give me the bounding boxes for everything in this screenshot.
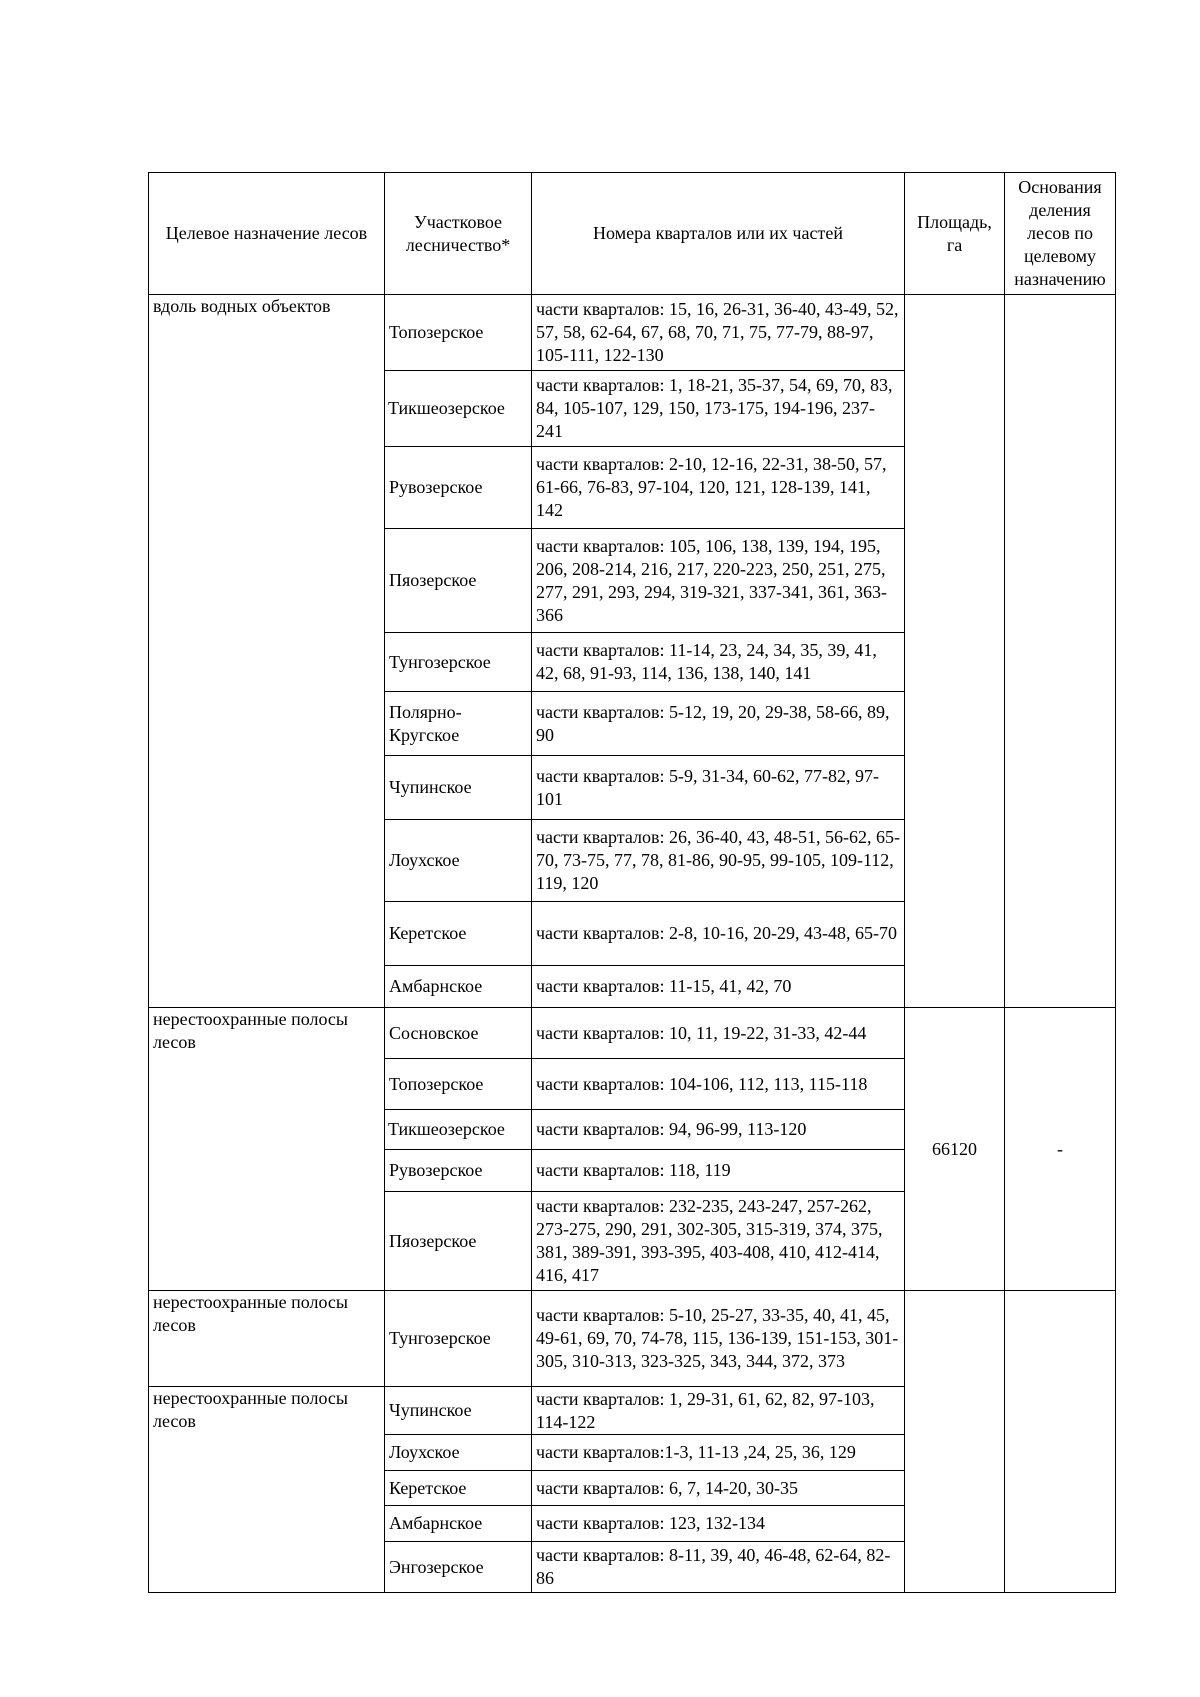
forestry-cell: Лоухское <box>385 820 532 902</box>
basis-cell-empty <box>1005 1291 1116 1593</box>
quarters-cell: части кварталов: 5-12, 19, 20, 29-38, 58-66, 89, 90 <box>532 692 905 756</box>
table-row <box>149 1008 1116 1059</box>
forestry-cell: Керетское <box>385 1471 532 1506</box>
quarters-cell: части кварталов: 1, 18-21, 35-37, 54, 69, 70, 83, 84, 105-107, 129, 150, 173-175, 194-196, 237-241 <box>532 371 905 447</box>
purpose-cell: нерестоохранные полосы лесов <box>149 1387 385 1593</box>
forestry-cell: Пяозерское <box>385 1192 532 1291</box>
area-cell-empty <box>905 295 1005 1008</box>
quarters-cell: части кварталов: 26, 36-40, 43, 48-51, 56-62, 65-70, 73-75, 77, 78, 81-86, 90-95, 99-105, 109-112, 119, 120 <box>532 820 905 902</box>
quarters-cell: части кварталов: 2-8, 10-16, 20-29, 43-48, 65-70 <box>532 902 905 966</box>
quarters-cell: части кварталов: 5-10, 25-27, 33-35, 40, 41, 45, 49-61, 69, 70, 74-78, 115, 136-139, 151-153, 301-305, 310-313, 323-325, 343, 344, 372, 373 <box>532 1291 905 1387</box>
quarters-cell: части кварталов: 15, 16, 26-31, 36-40, 43-49, 52, 57, 58, 62-64, 67, 68, 70, 71, 75, 77-79, 88-97, 105-111, 122-130 <box>532 295 905 371</box>
quarters-cell: части кварталов: 8-11, 39, 40, 46-48, 62-64, 82-86 <box>532 1542 905 1593</box>
forestry-cell: Тикшеозерское <box>385 1110 532 1150</box>
quarters-cell: части кварталов:1-3, 11-13 ,24, 25, 36, 129 <box>532 1435 905 1471</box>
area-cell-empty <box>905 1291 1005 1593</box>
quarters-cell: части кварталов: 118, 119 <box>532 1150 905 1192</box>
purpose-cell: нерестоохранные полосы лесов <box>149 1008 385 1291</box>
forest-purpose-table <box>148 172 1116 1593</box>
forestry-cell: Чупинское <box>385 756 532 820</box>
purpose-cell: нерестоохранные полосы лесов <box>149 1291 385 1387</box>
basis-value: - <box>1005 1008 1116 1291</box>
quarters-cell: части кварталов: 232-235, 243-247, 257-262, 273-275, 290, 291, 302-305, 315-319, 374, 375, 381, 389-391, 393-395, 403-408, 410, 412-414, 416, 417 <box>532 1192 905 1291</box>
quarters-cell: части кварталов: 11-15, 41, 42, 70 <box>532 966 905 1008</box>
quarters-cell: части кварталов: 11-14, 23, 24, 34, 35, 39, 41, 42, 68, 91-93, 114, 136, 138, 140, 141 <box>532 633 905 692</box>
forestry-cell: Чупинское <box>385 1387 532 1435</box>
forestry-cell: Амбарнское <box>385 1506 532 1542</box>
header-quarters: Номера кварталов или их частей <box>532 173 905 295</box>
header-purpose: Целевое назначение лесов <box>149 173 385 295</box>
forestry-cell: Сосновское <box>385 1008 532 1059</box>
quarters-cell: части кварталов: 104-106, 112, 113, 115-118 <box>532 1059 905 1110</box>
quarters-cell: части кварталов: 1, 29-31, 61, 62, 82, 97-103, 114-122 <box>532 1387 905 1435</box>
forestry-cell: Энгозерское <box>385 1542 532 1593</box>
forestry-cell: Тикшеозерское <box>385 371 532 447</box>
table-row <box>149 1291 1116 1387</box>
quarters-cell: части кварталов: 10, 11, 19-22, 31-33, 42-44 <box>532 1008 905 1059</box>
forestry-cell: Топозерское <box>385 295 532 371</box>
forestry-cell: Амбарнское <box>385 966 532 1008</box>
quarters-cell: части кварталов: 94, 96-99, 113-120 <box>532 1110 905 1150</box>
table-header-row <box>149 173 1116 295</box>
quarters-cell: части кварталов: 2-10, 12-16, 22-31, 38-50, 57, 61-66, 76-83, 97-104, 120, 121, 128-139, 141, 142 <box>532 447 905 529</box>
header-basis: Основания деления лесов по целевому назначению <box>1005 173 1116 295</box>
basis-cell-empty <box>1005 295 1116 1008</box>
quarters-cell: части кварталов: 6, 7, 14-20, 30-35 <box>532 1471 905 1506</box>
quarters-cell: части кварталов: 105, 106, 138, 139, 194, 195, 206, 208-214, 216, 217, 220-223, 250, 251, 275, 277, 291, 293, 294, 319-321, 337-341, 361, 363-366 <box>532 529 905 633</box>
forestry-cell: Лоухское <box>385 1435 532 1471</box>
forestry-cell: Тунгозерское <box>385 633 532 692</box>
area-value: 66120 <box>905 1008 1005 1291</box>
forestry-cell: Топозерское <box>385 1059 532 1110</box>
quarters-cell: части кварталов: 5-9, 31-34, 60-62, 77-82, 97-101 <box>532 756 905 820</box>
forestry-cell: Полярно-Кругское <box>385 692 532 756</box>
quarters-cell: части кварталов: 123, 132-134 <box>532 1506 905 1542</box>
forestry-cell: Рувозерское <box>385 1150 532 1192</box>
header-area: Площадь, га <box>905 173 1005 295</box>
forestry-cell: Пяозерское <box>385 529 532 633</box>
forestry-cell: Рувозерское <box>385 447 532 529</box>
table-row <box>149 295 1116 371</box>
header-forestry: Участковое лесничество* <box>385 173 532 295</box>
purpose-cell: вдоль водных объектов <box>149 295 385 1008</box>
forestry-cell: Керетское <box>385 902 532 966</box>
forestry-cell: Тунгозерское <box>385 1291 532 1387</box>
